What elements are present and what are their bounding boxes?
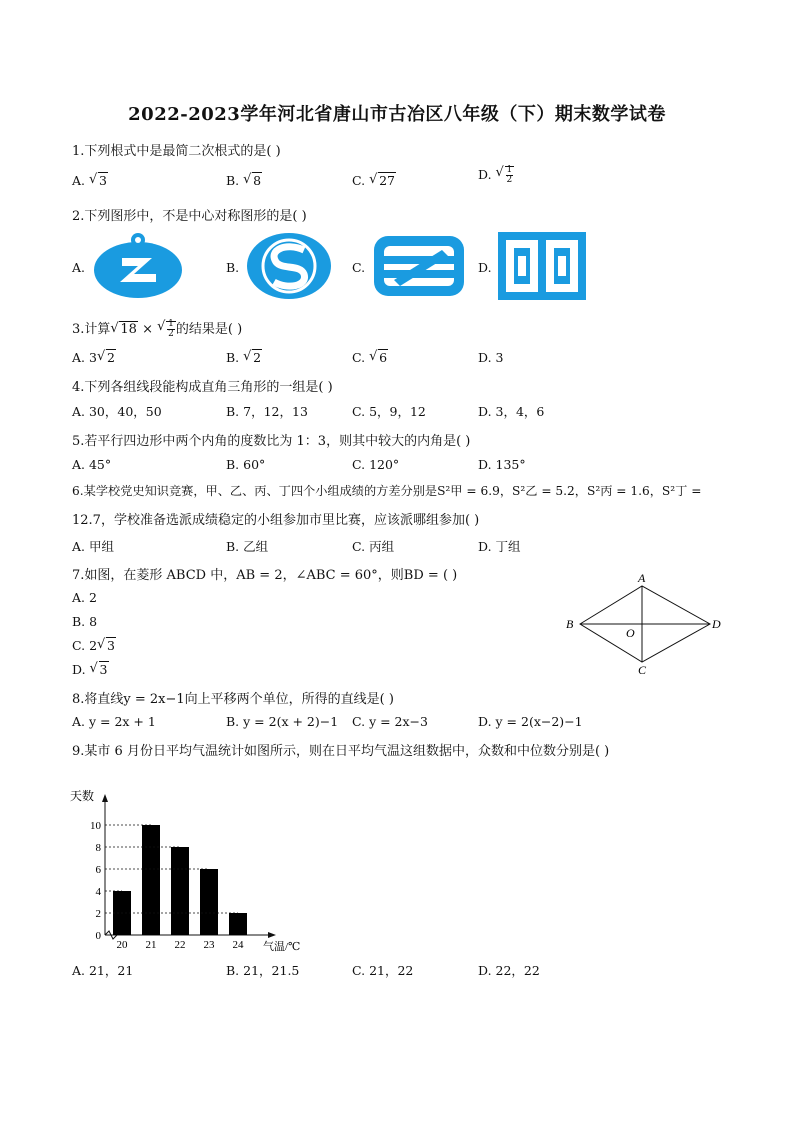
q9-stem: 9.某市 6 月份日平均气温统计如图所示，则在日平均气温这组数据中，众数和中位数分别是( ) xyxy=(72,744,610,759)
bar xyxy=(171,847,189,935)
logo-d-icon xyxy=(498,232,586,300)
q4-option-a: A. 30，40，50 xyxy=(72,404,162,419)
q9-option-d: D. 22，22 xyxy=(478,963,540,978)
y-tick-label: 8 xyxy=(95,842,101,854)
q5-option-d: D. 135° xyxy=(478,457,526,472)
q1-option-a: A. √ 3 xyxy=(72,173,108,188)
center-o-label: O xyxy=(626,626,635,640)
x-axis-label: 气温/℃ xyxy=(263,941,301,953)
y-tick-label: 2 xyxy=(95,908,101,920)
vertex-a-label: A xyxy=(638,571,646,585)
q4-option-c: C. 5，9，12 xyxy=(352,404,426,419)
q5-option-c: C. 120° xyxy=(352,457,400,472)
x-tick-label: 20 xyxy=(116,939,128,951)
bar xyxy=(200,869,218,935)
x-tick-label: 21 xyxy=(145,939,157,951)
q6-option-d: D. 丁组 xyxy=(478,539,521,554)
q8-option-a: A. y = 2x + 1 xyxy=(72,714,156,729)
q2-label-d: D. xyxy=(478,260,492,275)
temperature-bar-chart xyxy=(60,780,330,960)
q4-stem: 4.下列各组线段能构成直角三角形的一组是( ) xyxy=(72,380,333,395)
q8-option-b: B. y = 2(x + 2)−1 xyxy=(226,714,339,729)
logo-c-icon xyxy=(372,234,466,298)
bar xyxy=(229,913,247,935)
logo-b-icon xyxy=(246,232,332,300)
q4-option-b: B. 7，12，13 xyxy=(226,404,308,419)
x-tick-label: 24 xyxy=(232,939,244,951)
y-tick-label: 0 xyxy=(95,930,101,942)
y-axis-arrow xyxy=(102,794,108,802)
q7-option-d: D. √ 3 xyxy=(72,662,109,677)
q3-stem: 3.计算√ 18 × √ $\frac{1}{2}$ 的结果是( ) xyxy=(72,318,242,339)
q3-option-d: D. 3 xyxy=(478,350,504,365)
vertex-c-label: C xyxy=(638,663,647,677)
q7-stem: 7.如图，在菱形 ABCD 中，AB = 2，∠ABC = 60°，则BD = ( ) xyxy=(72,568,458,583)
q6-stem-line2: 12.7，学校准备选派成绩稳定的小组参加市里比赛，应该派哪组参加( ) xyxy=(72,513,480,528)
q8-stem: 8.将直线y = 2x−1向上平移两个单位，所得的直线是( ) xyxy=(72,692,394,707)
q7-option-c: C. 2√ 3 xyxy=(72,638,116,653)
q5-option-a: A. 45° xyxy=(72,457,112,472)
q6-option-a: A. 甲组 xyxy=(72,539,114,554)
q1-option-b: B. √ 8 xyxy=(226,173,262,188)
q1-option-d: D. √ $\frac{1}{2}$ xyxy=(478,166,514,185)
y-tick-label: 10 xyxy=(90,820,101,832)
q9-option-c: C. 21，22 xyxy=(352,963,414,978)
q5-stem: 5.若平行四边形中两个内角的度数比为 1：3，则其中较大的内角是( ) xyxy=(72,434,471,449)
q2-label-c: C. xyxy=(352,260,366,275)
vertex-b-label: B xyxy=(566,617,574,631)
q2-stem: 2.下列图形中，不是中心对称图形的是( ) xyxy=(72,209,307,224)
q6-option-b: B. 乙组 xyxy=(226,539,269,554)
y-axis-label: 天数 xyxy=(70,789,95,803)
bar xyxy=(142,825,160,935)
q1-stem: 1.下列根式中是最简二次根式的是( ) xyxy=(72,144,281,159)
x-tick-label: 23 xyxy=(203,939,215,951)
q2-label-a: A. xyxy=(72,260,86,275)
q2-label-b: B. xyxy=(226,260,240,275)
q3-option-b: B. √ 2 xyxy=(226,350,262,365)
page-title: 2022-2023学年河北省唐山市古冶区八年级（下）期末数学试卷 xyxy=(128,104,666,125)
rhombus-diagram xyxy=(560,570,730,680)
y-tick-label: 4 xyxy=(95,886,101,898)
q4-option-d: D. 3，4，6 xyxy=(478,404,545,419)
x-tick-label: 22 xyxy=(174,939,186,951)
q8-option-c: C. y = 2x−3 xyxy=(352,714,428,729)
q8-option-d: D. y = 2(x−2)−1 xyxy=(478,714,583,729)
q9-option-b: B. 21，21.5 xyxy=(226,963,300,978)
q1-option-c: C. √ 27 xyxy=(352,173,396,188)
vertex-d-label: D xyxy=(712,617,721,631)
q6-option-c: C. 丙组 xyxy=(352,539,395,554)
y-tick-label: 6 xyxy=(95,864,101,876)
q3-option-c: C. √ 6 xyxy=(352,350,388,365)
q9-option-a: A. 21，21 xyxy=(72,963,134,978)
q3-option-a: A. 3√ 2 xyxy=(72,350,116,365)
q5-option-b: B. 60° xyxy=(226,457,266,472)
x-axis-arrow xyxy=(268,932,276,938)
q6-stem-line1: 6.某学校党史知识竞赛，甲、乙、丙、丁四个小组成绩的方差分别是S²甲 = 6.9，S²乙 = 5.2，S²丙 = 1.6，S²丁 = xyxy=(72,484,702,498)
q7-option-b: B. 8 xyxy=(72,614,98,629)
q7-option-a: A. 2 xyxy=(72,590,97,605)
logo-a-icon xyxy=(92,232,184,300)
